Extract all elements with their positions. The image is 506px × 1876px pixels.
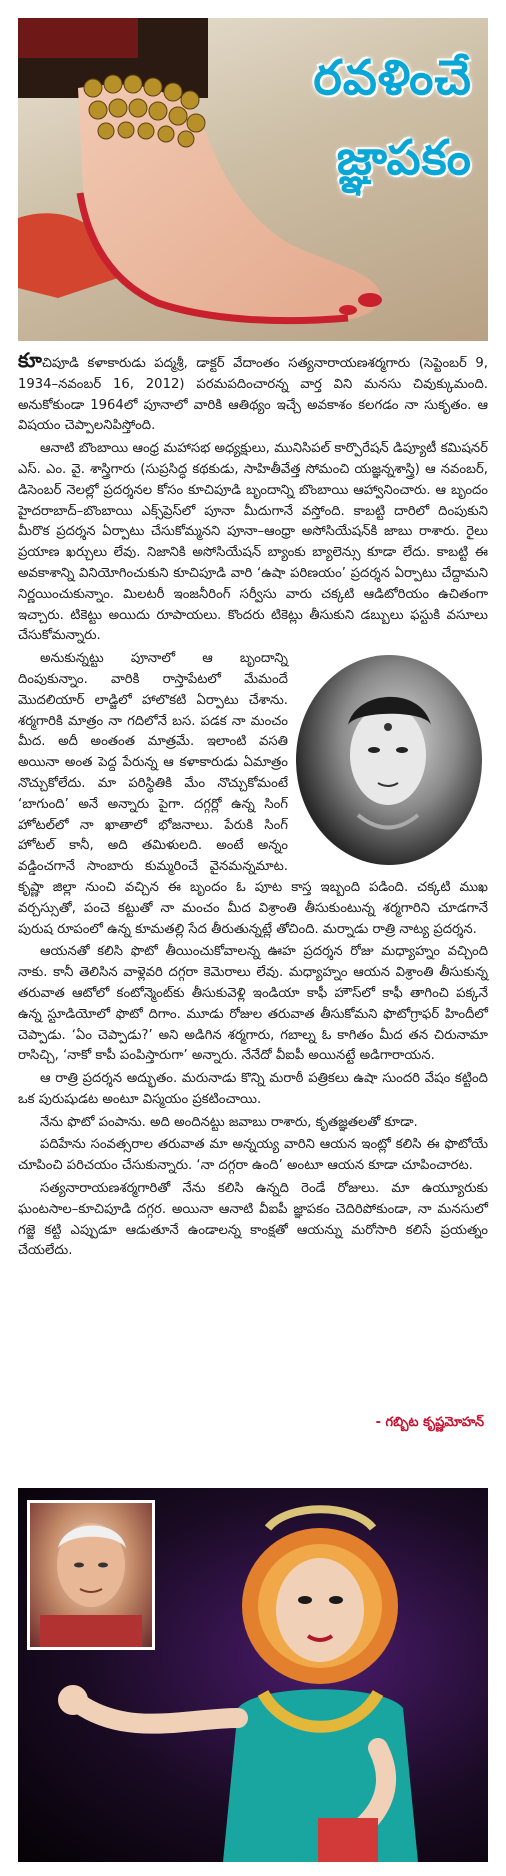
article-paragraph: పదిహేను సంవత్సరాల తరువాత మా అన్నయ్య వారిని ఆయన ఇంట్లో కలిసి ఈ ఫొటోయే చూపించి పరిచయం చేసుకున్నారు. ‘నా దగ్గరా ఉంది’ అంటూ ఆయన కూడా చూపించారట. (18, 1137, 488, 1174)
article-paragraph: కూచిపూడి కళాకారుడు పద్మశ్రీ, డాక్టర్ వేదాంతం సత్యనారాయణశర్మగారు (సెప్టెంబర్ 9, 1934–నవంబర్ 16, 2012) పరమపదించారన్న వార్త విని మనసు చివుక్కుమంది. అనుకోకుండా 1964లో పూనాలో వారికి ఆతిథ్యం ఇచ్చే అవకాశం కలగడం నా సుకృతం. ఆ విషయం చెప్పాలనిపిస్తోంది. (18, 348, 488, 434)
article-body (18, 350, 488, 1264)
article-paragraph: అనుకున్నట్టు పూనాలో ఆ బృందాన్ని దింపుకున్నాం. వారికి రాస్తాపేటలో మేమందే మొదలియార్ లాడ్జిలో హాలొకటి ఏర్పాటు చేశాను. శర్మగారికి మాత్రం నా గదిలోనే బస. పడక నా మంచం మీద. అదీ అంతంత మాత్రమే. ఇలాంటి వసతి అయినా అంత పెద్ద పేరున్న ఆ కళాకారుడు ఏమాత్రం నొచ్చుకోలేదు. మా పరిస్థితికి మేం నొచ్చుకోమంటే ‘బాగుంది’ అనే అన్నారు పైగా. దగ్గర్లో ఉన్న సింగ్ హోటల్‌లో నా ఖాతాలో భోజనాలు. పేరుకి సింగ్ హోటల్ కానీ, అది తమిళులది. అంటే అన్నం వడ్డించగానే సాంబారు కుమ్మరించే వైనమన్నమాట. కృష్ణా జిల్లా నుంచి వచ్చిన ఈ బృందం ఓ పూట కాస్త ఇబ్బంది పడింది. చక్కటి ముఖ వర్చస్సుతో, పంచె కట్టుతో నా మంచం మీద విశ్రాంతి తీసుకుంటున్న శర్మగారిని చూడగానే పురుష రూపంలో ఉన్న కూమతల్లి సేద తీరుతున్నట్లే తోచింది. మర్నాడు రాత్రి నాట్య ప్రదర్శన. (18, 651, 488, 937)
dancer-performance-photo (18, 1488, 488, 1862)
elder-face-illustration (30, 1503, 152, 1647)
article-paragraph: ఆ రాత్రి ప్రదర్శన అద్భుతం. మరునాడు కొన్ని మరాఠీ పత్రికలు ఉషా సుందరి వేషం కట్టింది ఒక పురుషుడట అంటూ విస్మయం ప్రకటించాయి. (18, 1071, 488, 1107)
article-paragraph: సత్యనారాయణశర్మగారితో నేను కలిసి ఉన్నది రెండే రోజులు. మా ఉయ్యూరుకు ఘంటసాల–కూచిపూడి దగ్గర. అయినా ఆనాటి వీఐపీ జ్ఞాపకం చెదిరిపోకుండా, నా మనసులో గజ్జె కట్టి ఎప్పుడూ ఆడుతూనే ఉండాలన్న కాంక్షతో ఆయన్ను మరోసారి కలిసే ప్రయత్నం చేయలేదు. (18, 1181, 488, 1259)
article-paragraph: ఆయనతో కలిసి ఫొటో తీయించుకోవాలన్న ఊహ ప్రదర్శన రోజు మధ్యాహ్నం వచ్చింది నాకు. కానీ తెలిసిన వాళ్లెవరి దగ్గరా కెమెరాలు లేవు. మధ్యాహ్నం ఆయన విశ్రాంతి తీసుకున్న తరువాత ఆటోలో కంటోన్మెంట్‌కు తీసుకువెళ్లి ఇండియా కాఫీ హౌస్‌లో కాఫీ తాగించి పక్కనే ఉన్న స్టూడియోలో ఫొటో దిగాం. మూడు రోజుల తరువాత తీసుకోమని ఫొటోగ్రాఫర్ హిందీలో చెప్పాడు. ‘ఏం చెప్పాడు?’ అని అడిగిన శర్మగారు, గబాల్న ఓ కాగితం మీద తన చిరునామా రాసిచ్చి, ‘నాకో కాపీ పంపిస్తారుగా’ అన్నారు. నేనేదో వీఐపీ అయినట్టే అడిగారాయన. (18, 944, 488, 1064)
header-photo (18, 18, 488, 341)
headline-line-2: జ్ఞాపకం (336, 130, 472, 186)
article-paragraph: నేను ఫొటో పంపాను. అది అందినట్టు జవాబు రాశారు, కృతజ్ఞతలతో కూడా. (40, 1114, 418, 1130)
drop-cap: కూ (18, 348, 42, 372)
elder-portrait-inset (27, 1500, 155, 1650)
author-byline: - గబ్బిట కృష్ణమోహన్ (375, 1415, 484, 1430)
portrait-photo (296, 655, 482, 865)
headline-line-1: రవళించే (313, 50, 472, 106)
portrait-photo-wrap (296, 655, 488, 869)
portrait-face-illustration (296, 655, 482, 865)
article-paragraph: ఆనాటి బొంబాయి ఆంధ్ర మహాసభ అధ్యక్షులు, మునిసిపల్ కార్పొరేషన్ డిప్యూటీ కమిషనర్ ఎస్. ఎం. వై. శాస్త్రిగారు (సుప్రసిద్ధ కథకుడు, సాహితీవేత్త సోమంచి యజ్ఞన్నశాస్త్రి) ఆ నవంబర్, డిసెంబర్ నెలల్లో ప్రదర్శనల కోసం కూచిపూడి బృందాన్ని బొంబాయి ఆహ్వానించారు. ఆ బృందం హైదరాబాద్–బొంబాయి ఎక్స్‌ప్రెస్‌లో పూనా మీదుగానే వస్తోంది. కాబట్టి దారిలో దింపుకుని మీరొక ప్రదర్శన ఏర్పాటు చేసుకోమ్మనని పూనా–ఆంధ్రా అసోసియేషన్‌కి జాబు రాశారు. రైలు ప్రయాణ ఖర్చులు లేవు. నిజానికి అసోసియేషన్ బ్యాంకు బ్యాలెన్సు కూడా లేదు. కాబట్టి ఈ అవకాశాన్ని వినియోగించుకుని కూచిపూడి వారి ‘ఉషా పరిణయం’ ప్రదర్శన ఏర్పాటు చేద్దామని నిర్ణయించుకున్నాం. మిలటరీ ఇంజనీరింగ్ సర్వీసు వారు చక్కటి ఆడిటోరియం ఉచితంగా ఇచ్చారు. టికెట్టు అయిదు రూపాయలు. కొందరు టికెట్లు తీసుకుని డబ్బులు ఫస్టుకి వసూలు చేసుకోమన్నారు. (18, 441, 488, 644)
